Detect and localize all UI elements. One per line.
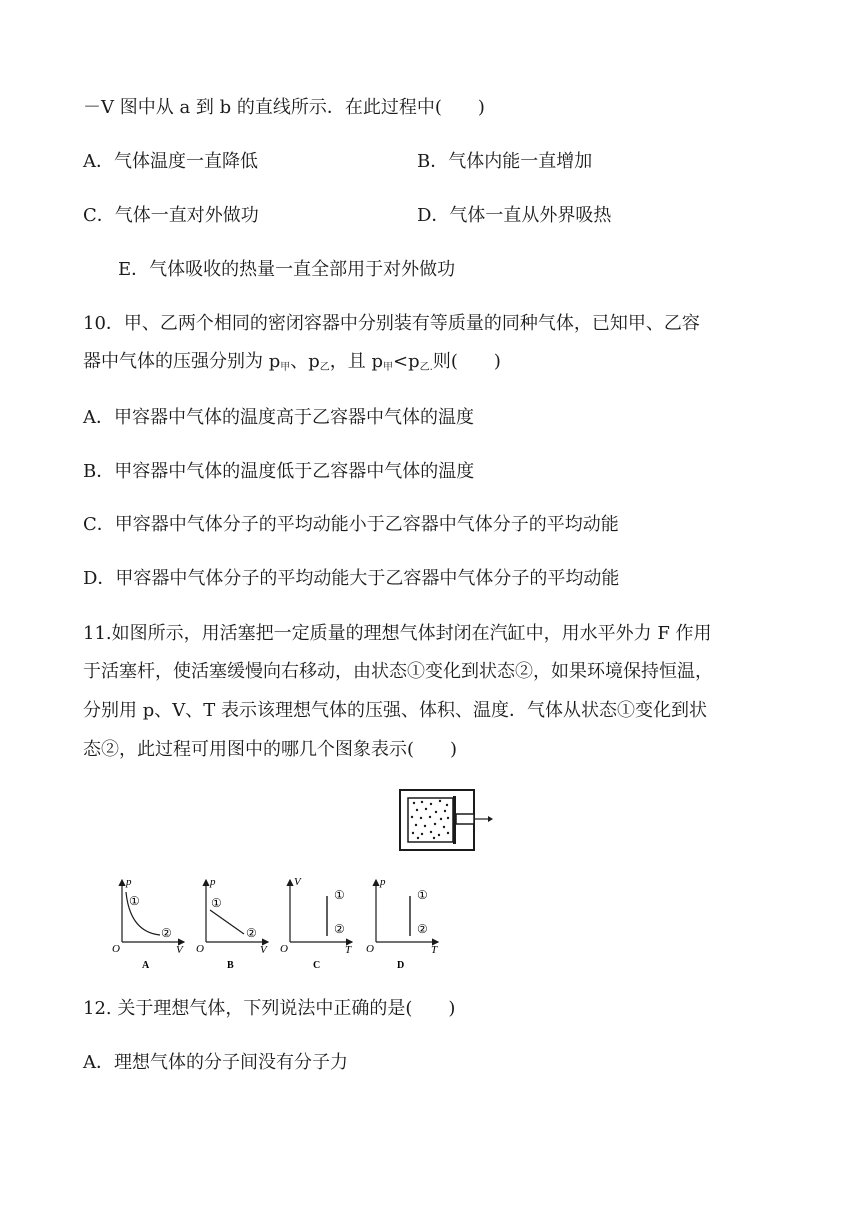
graph-b-y-label: p <box>210 876 216 888</box>
q10-option-c: C．甲容器中气体分子的平均动能小于乙容器中气体分子的平均动能 <box>83 514 619 535</box>
graph-c-state-1: ① <box>334 888 345 902</box>
graph-b-origin: O <box>196 943 204 955</box>
graph-b-state-2: ② <box>246 926 257 940</box>
q9-option-row-2 <box>83 204 612 228</box>
q10-text-d: <p <box>393 351 420 372</box>
graph-a <box>112 876 184 971</box>
graph-b-x-label: V <box>260 944 267 956</box>
graph-a-state-1: ① <box>129 894 140 908</box>
q10-subscript: 乙. <box>419 362 433 373</box>
graph-d-state-1: ① <box>417 888 428 902</box>
gas-particles <box>411 800 449 839</box>
cylinder-piston-figure <box>398 788 494 854</box>
graph-b-label: B <box>227 960 234 971</box>
q9-option-d: D．气体一直从外界吸热 <box>417 205 612 226</box>
q10-stem-line-1: 10．甲、乙两个相同的密闭容器中分别装有等质量的同种气体，已知甲、乙容 <box>83 313 700 334</box>
graph-d-origin: O <box>366 943 374 955</box>
graph-c-x-label: T <box>345 944 352 956</box>
q10-option-b: B．甲容器中气体的温度低于乙容器中气体的温度 <box>83 461 475 482</box>
q12-stem: 12. 关于理想气体，下列说法中正确的是( ) <box>83 998 456 1019</box>
graph-c-label: C <box>313 960 321 971</box>
q12-option-a: A．理想气体的分子间没有分子力 <box>83 1052 348 1073</box>
graph-a-y-label: p <box>126 876 132 888</box>
q10-subscript: 甲 <box>280 362 291 373</box>
state-graphs <box>108 874 448 974</box>
graph-c <box>280 876 352 971</box>
q9-option-a: A．气体温度一直降低 <box>83 151 258 172</box>
q9-option-row-1 <box>83 150 593 174</box>
q10-subscript: 甲 <box>383 362 394 373</box>
q10-text-e: 则( ) <box>432 351 501 372</box>
graph-a-state-2: ② <box>161 926 172 940</box>
q9-stem-continuation: －V 图中从 a 到 b 的直线所示．在此过程中( ) <box>83 97 485 118</box>
graph-d-state-2: ② <box>417 922 428 936</box>
graph-c-state-2: ② <box>334 922 345 936</box>
force-arrow-head <box>488 816 493 822</box>
graph-d <box>366 876 438 971</box>
q10-text-b: 、p <box>290 351 320 372</box>
q10-subscript: 乙 <box>319 362 330 373</box>
q9-option-b: B．气体内能一直增加 <box>417 151 593 172</box>
graph-b <box>196 876 268 971</box>
graph-a-x-label: V <box>176 944 183 956</box>
q10-stem-line-2 <box>83 350 501 380</box>
piston-rod <box>456 814 474 824</box>
graph-c-origin: O <box>280 943 288 955</box>
graph-b-line <box>210 910 244 934</box>
graph-b-state-1: ① <box>211 896 222 910</box>
graph-c-y-label: V <box>294 876 301 888</box>
q11-stem-line-1: 11.如图所示，用活塞把一定质量的理想气体封闭在汽缸中，用水平外力 F 作用 <box>83 623 712 644</box>
q11-stem-line-3: 分别用 p、V、T 表示该理想气体的压强、体积、温度．气体从状态①变化到状 <box>83 700 707 721</box>
q10-option-a: A．甲容器中气体的温度高于乙容器中气体的温度 <box>83 407 474 428</box>
q10-option-d: D．甲容器中气体分子的平均动能大于乙容器中气体分子的平均动能 <box>83 568 620 589</box>
q11-stem-line-2: 于活塞杆，使活塞缓慢向右移动，由状态①变化到状态②，如果环境保持恒温， <box>83 661 713 682</box>
graph-a-label: A <box>142 960 150 971</box>
q10-text-a: 器中气体的压强分别为 p <box>83 351 281 372</box>
q9-option-c: C．气体一直对外做功 <box>83 205 259 226</box>
graph-a-origin: O <box>112 943 120 955</box>
graph-d-y-label: p <box>380 876 386 888</box>
q11-stem-line-4: 态②，此过程可用图中的哪几个图象表示( ) <box>83 739 458 760</box>
graph-d-x-label: T <box>431 944 438 956</box>
graph-d-label: D <box>397 960 405 971</box>
q9-option-e: E．气体吸收的热量一直全部用于对外做功 <box>118 259 456 280</box>
q10-text-c: ，且 p <box>329 351 384 372</box>
